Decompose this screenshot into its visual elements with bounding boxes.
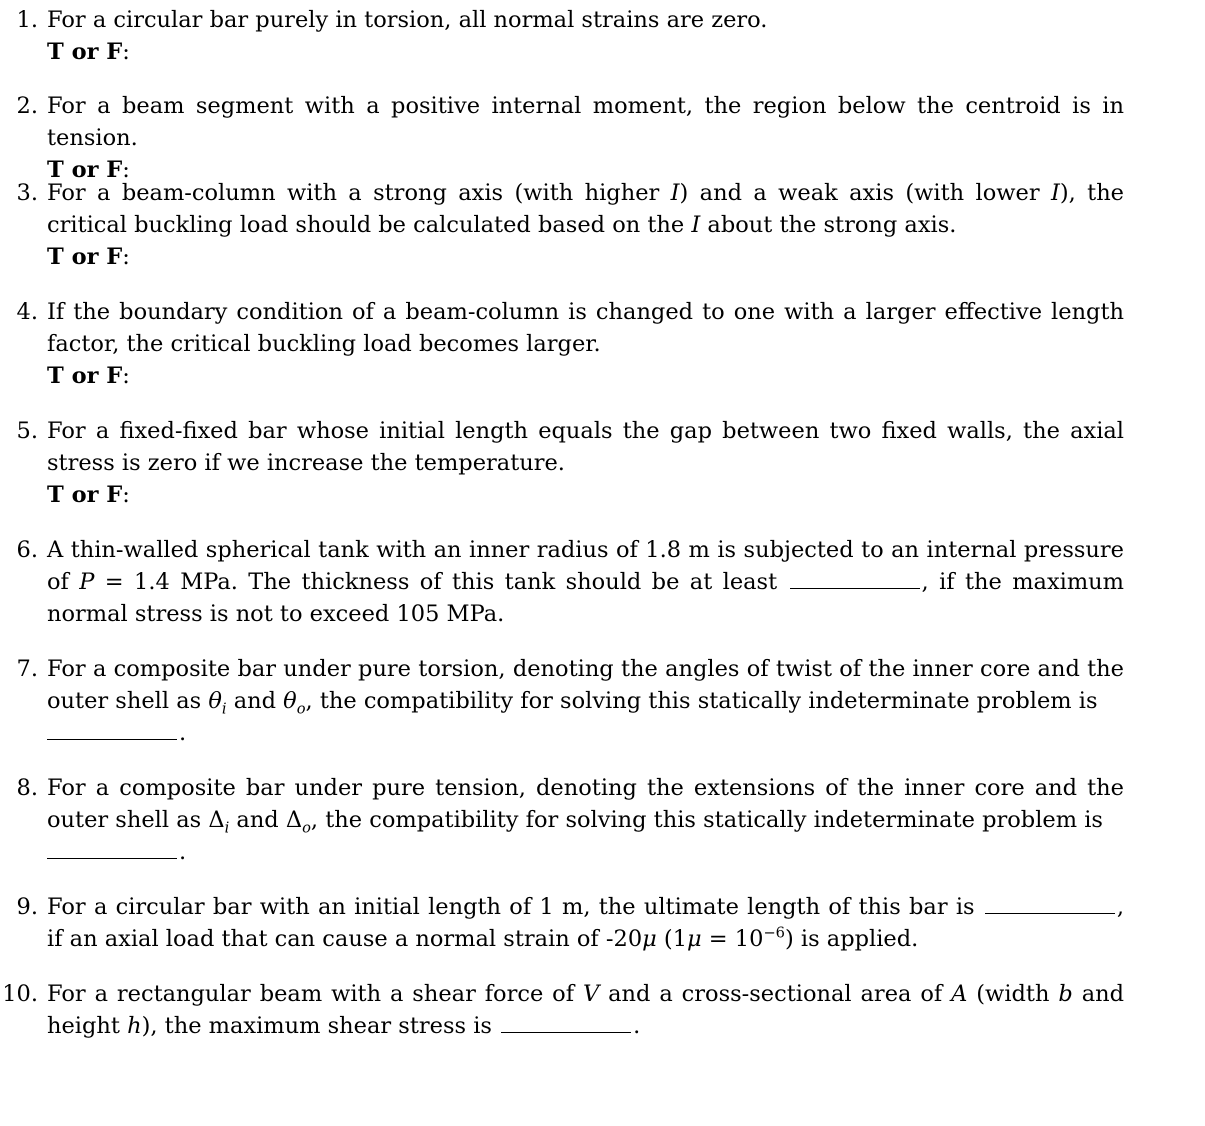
answer-blank — [47, 738, 177, 740]
true-false-prompt: T or F: — [47, 244, 130, 270]
answer-blank — [501, 1031, 631, 1033]
question-text: If the boundary condition of a beam-column is changed to one with a larger effective length factor, the critical buckling load becomes larger. — [47, 299, 1124, 357]
question-number: 2. — [16, 93, 38, 119]
answer-blank — [985, 912, 1115, 914]
true-false-prompt: T or F: — [47, 157, 130, 183]
true-false-prompt: T or F: — [47, 482, 130, 508]
question-number: 5. — [16, 418, 38, 444]
question-text: For a composite bar under pure tension, denoting the extensions of the inner core and the outer shell as $\Delta_i$ and $\Delta_o$, the compatibility for solving this statically indeterminate problem is . — [47, 775, 1124, 865]
question-number: 9. — [16, 894, 38, 920]
true-false-prompt: T or F: — [47, 363, 130, 389]
question-10 — [0, 978, 1124, 1042]
question-number: 3. — [16, 180, 38, 206]
question-text: For a fixed-fixed bar whose initial length equals the gap between two fixed walls, the axial stress is zero if we increase the temperature. — [47, 418, 1124, 476]
question-text: For a beam segment with a positive internal moment, the region below the centroid is in tension. — [47, 93, 1124, 151]
question-number: 7. — [16, 656, 38, 682]
question-text: For a composite bar under pure torsion, denoting the angles of twist of the inner core and the outer shell as $\theta_i$ and $\theta_o$, the compatibility for solving this statically indeterminate problem is . — [47, 656, 1124, 746]
question-number: 8. — [16, 775, 38, 801]
question-6 — [0, 534, 1124, 630]
question-text: For a beam-column with a strong axis (with higher I) and a weak axis (with lower I), the critical buckling load should be calculated based on the I about the strong axis. T or F: — [47, 180, 1124, 270]
question-9 — [0, 891, 1124, 955]
question-number: 6. — [16, 537, 38, 563]
question-1 — [0, 4, 1124, 68]
question-3 — [0, 177, 1124, 273]
question-5 — [0, 415, 1124, 511]
question-text: A thin-walled spherical tank with an inner radius of 1.8 m is subjected to an internal pressure of P = 1.4 MPa. The thickness of this tank should be at least , if the maximum normal stress is not to exceed 105 MPa. — [47, 537, 1125, 627]
question-7 — [0, 653, 1124, 749]
question-8 — [0, 772, 1124, 868]
question-text: For a circular bar purely in torsion, all normal strains are zero. — [47, 7, 768, 33]
question-text: For a circular bar with an initial length of 1 m, the ultimate length of this bar is , if an axial load that can cause a normal strain of -20μ $(1\mu = 10^{-6})$ is applied. — [47, 894, 1124, 952]
question-2 — [0, 90, 1124, 186]
question-number: 4. — [16, 299, 38, 325]
true-false-prompt: T or F: — [47, 39, 130, 65]
question-4 — [0, 296, 1124, 392]
question-number: 1. — [16, 7, 38, 33]
answer-blank — [790, 587, 920, 589]
question-text: For a rectangular beam with a shear force of V and a cross-sectional area of A (width b and height h), the maximum shear stress is . — [47, 981, 1124, 1039]
answer-blank — [47, 857, 177, 859]
question-number: 10. — [2, 981, 38, 1007]
